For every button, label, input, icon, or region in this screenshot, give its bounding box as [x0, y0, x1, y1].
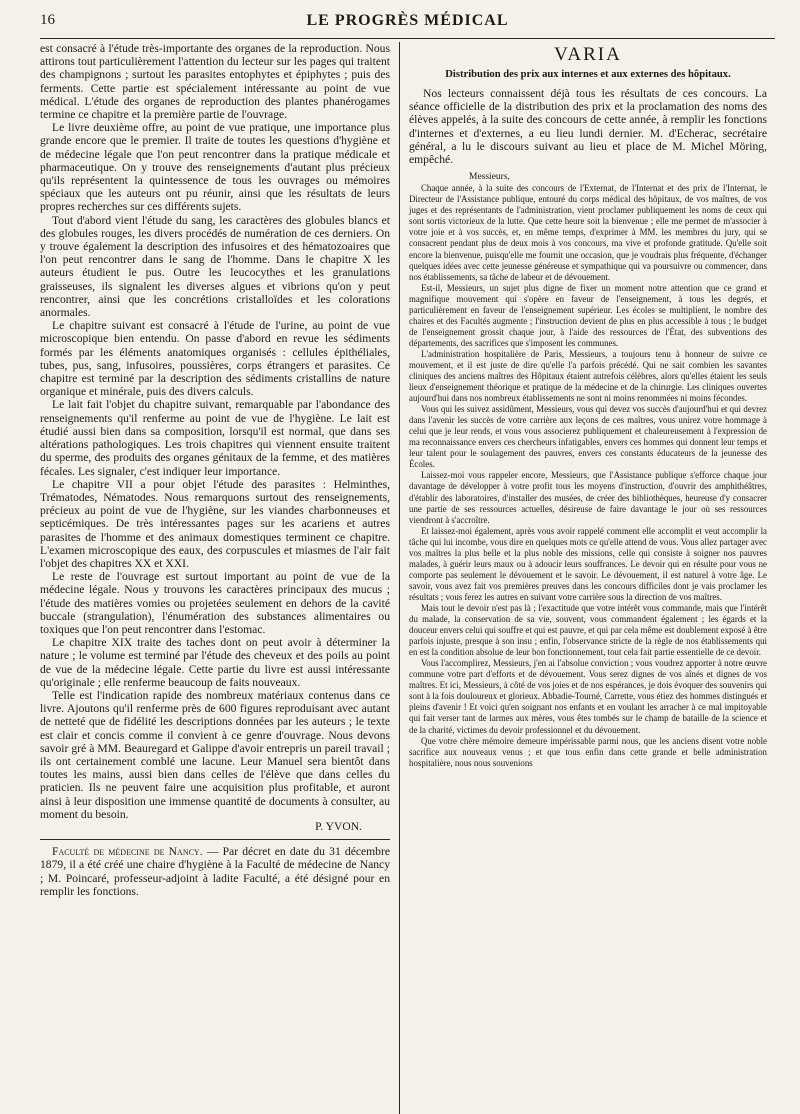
section-heading: VARIA	[554, 44, 622, 65]
left-paragraph: Telle est l'indication rapide des nombreux matériaux contenus dans ce livre. Ajoutons qu'il renferme près de 600 figures reproduisant avec autant de netteté que de fidélité les descriptions données par les auteurs ; le texte est clair et concis comme il convient à ce genre d'ouvrage. Nous devons savoir gré à MM. Beauregard et Galippe d'avoir entrepris un pareil travail ; ils ont certainement comblé une lacune. Leur Manuel sera bientôt dans toutes les mains, aussi bien dans celles de l'élève que dans celles du praticien. Ils ne peuvent faire une acquisition plus profitable, et auront ainsi à leur disposition une immense quantité de documents à consulter, au moment du besoin.	[40, 688, 390, 821]
notice-lead: Faculté de médecine de Nancy.	[52, 845, 203, 859]
left-paragraph: est consacré à l'étude très-importante des organes de la reproduction. Nous attirons tout particulièrement l'attention du lecteur sur les pages qui traitent des champignons ; surtout les parasites entophytes et épiphytes ; puis des ferments. Cette partie est spécialement intéressante au point de vue médical. L'étude des organes de reproduction des plantes phanérogames termine ce chapitre et la première partie de l'ouvrage.	[40, 42, 390, 122]
article-title: Distribution des prix aux internes et aux externes des hôpitaux.	[445, 69, 731, 80]
left-paragraph: Le lait fait l'objet du chapitre suivant, remarquable par l'abondance des renseignements qu'il renferme au point de vue de l'hygiène. Le lait est étudié aussi bien dans sa composition, lorsqu'il est normal, que dans ses altérations pathologiques. Les trois chapitres qui viennent ensuite traitent du sperme, des produits des organes génitaux de la femme, et des matières fécales. Les signaler, c'est indiquer leur importance.	[40, 398, 390, 478]
speech-paragraph: Vous l'accomplirez, Messieurs, j'en ai l'absolue conviction ; vous voudrez apporter à notre œuvre commune votre part d'efforts et de dévouement. Vous serez dignes de vos aînés et dignes de vos maîtres. Et ici, Messieurs, à côté de vos joies et de nos espérances, je dois évoquer des souvenirs qui sont à la fois douloureux et glorieux. Abbadie-Tourné, Carrette, vous étiez des hommes distingués et pleins d'avenir ! Et voici qu'en soignant nos enfants et en voulant les arracher à ce mal impitoyable qui fait verser tant de larmes aux mères, vous êtes tombés sur le champ de bataille de la science et de la charité, victimes du devoir professionnel et du dévouement.	[409, 658, 767, 735]
article-intro: Nos lecteurs connaissent déjà tous les résultats de ces concours. La séance officielle de la distribution des prix et la proclamation des noms des élèves appelés, à la suite des concours de cette année, à remplir les fonctions d'internes et d'externes, a eu lieu lundi dernier. M. d'Echerac, secrétaire général, a lu le discours suivant au lieu et place de M. Michel Möring, empêché.	[409, 87, 767, 167]
author-signature: P. YVON.	[315, 819, 362, 833]
left-paragraph: Le livre deuxième offre, au point de vue pratique, une importance plus grande encore que le premier. Il traite de toutes les questions d'hygiène et de médecine légale que l'on peut rencontrer dans la pratique médicale et pharmaceutique. On y trouve des renseignements d'autant plus précieux qu'ils représentent la quintessence de tous les ouvrages ou mémoires spéciaux que les auteurs ont pu réunir, ainsi que les résultats de leurs propres recherches sur ces différents sujets.	[40, 121, 390, 214]
left-column	[40, 42, 390, 898]
speech-paragraph: L'administration hospitalière de Paris, Messieurs, a toujours tenu à honneur de suivre ce mouvement, et il est juste de dire qu'elle l'a parfois précédé. Qui ne sait combien les savantes cliniques des anciens maîtres des Hôpitaux étaient autrefois célèbres, alors qu'elles étaient les seuls lieux d'enseignement théorique et pratique de la médecine et de la chirurgie. Les cliniques ouvertes aujourd'hui dans nos nombreux établissements ne sont ni moins renommées ni moins fécondes.	[409, 348, 767, 404]
speech-salutation: Messieurs,	[469, 172, 510, 183]
journal-title: LE PROGRÈS MÉDICAL	[306, 12, 509, 29]
speech-paragraph: Mais tout le devoir n'est pas là ; l'exactitude que votre intérêt vous commande, mais que l'intérêt du malade, la conservation de sa vie, souvent, vous commandent également ; les égards et la douceur envers celui qui souffre et qui est pauvre, et qui par cela même est doublement exposé à être parfois injuste, presque à son insu ; enfin, l'observance stricte de la règle de nos établissements qui en est la condition absolue de leur bon fonctionnement, tout cela fait partie essentielle de ce devoir.	[409, 603, 767, 658]
left-paragraph: Le chapitre VII a pour objet l'étude des parasites : Helminthes, Trématodes, Nématodes. Nous remarquons surtout des renseignements, précieux au point de vue de l'hygiène, sur les viandes charbonneuses et septicémiques. De très intéressantes pages sur les acariens et autres parasites de l'homme et des animaux domestiques terminent ce chapitre. L'examen microscopique des eaux, des corpuscules et miasmes de l'air fait l'objet des chapitres XX et XXI.	[40, 477, 390, 570]
left-paragraph: Tout d'abord vient l'étude du sang, les caractères des globules blancs et des globules rouges, les divers procédés de numération de ces derniers. On y trouve également la description des infusoires et des hématozoaires que l'on peut rencontrer dans le sang de l'homme. Dans le chapitre X les auteurs étudient le pus. Outre les leucocythes et les granulations graisseuses, ils signalent les diverses algues et vibrions qu'on y peut rencontrer, ainsi que les concrétions cristalloïdes et les colorations anormales.	[40, 213, 390, 320]
speech-paragraph: Et laissez-moi également, après vous avoir rappelé comment elle accomplit et veut accomplir la tâche qui lui incombe, vous dire en quelques mots ce qu'elle attend de vous. Vous allez partager avec vos maîtres la plus belle et la plus noble des missions, celle qui consiste à soigner nos pauvres malades, à guérir leurs maux ou à adoucir leurs souffrances. Le devoir qui en résulte pour vous ne comporte pas seulement le dévouement et le savoir. Le dévouement, il est naturel à votre âge. Le savoir, vous avez fait vos premières preuves dans les concours difficiles dont je vais proclamer les résultats ; vous ferez les autres en suivant votre carrière sous la direction de vos maîtres.	[409, 525, 767, 602]
notice-text: — Par décret en date du 31 décembre 1879, il a été créé une chaire d'hygiène à la Faculté de médecine de Nancy ; M. Poincaré, professeur-adjoint à ladite Faculté, a été désigné pour en remplir les fonctions.	[40, 845, 390, 898]
column-divider	[399, 42, 400, 1114]
left-paragraph: Le reste de l'ouvrage est surtout important au point de vue de la médecine légale. Nous y trouvons les caractères principaux des mucus ; l'étude des matières vomies ou projetées seulement en dehors de la cavité buccale (strangulation), l'énumération des substances alimentaires ou toxiques que l'on peut rencontrer dans l'estomac.	[40, 570, 390, 636]
section-rule	[40, 839, 390, 840]
right-column	[409, 42, 767, 769]
speech-paragraph: Est-il, Messieurs, un sujet plus digne de fixer un moment notre attention que ce grand et magnifique mouvement qui s'opère en faveur de l'enseignement, à tous les degrés, et particulièrement en faveur de l'enseignement supérieur. Les écoles se multiplient, le nombre des chaires et des Facultés augmente ; l'instruction devient de plus en plus accessible à tous ; le budget de l'enseignement grossit chaque jour, à l'aide des ressources de l'État, des subventions des départements, des sacrifices que s'imposent les communes.	[409, 282, 767, 348]
speech-paragraph: Chaque année, à la suite des concours de l'Externat, de l'Internat et des prix de l'Internat, le Directeur de l'Assistance publique, entouré du corps médical des hôpitaux, de vos maîtres, de vos juges et des représentants de l'administration, vient proclamer publiquement les noms de ceux qui sont sortis victorieux de la lutte. Que cette heure soit la bienvenue ; elle me permet de m'associer à votre joie et à vos succès, et, en même temps, d'exprimer à MM. les membres du jury, qui se consacrent pendant plus de deux mois à vos concours, ma vive et profonde gratitude. Qu'elle soit encore la bienvenue, puisqu'elle me fournit une occasion, que je voudrais plus fréquente, d'échanger quelques idées avec cette jeunesse généreuse et sympathique qui va poursuivre ou commencer, dans nos établissements, sa tâche de labeur et de dévouement.	[409, 183, 767, 282]
speech-paragraph: Laissez-moi vous rappeler encore, Messieurs, que l'Assistance publique s'efforce chaque jour davantage de développer à votre profit tous les moyens d'instruction, d'ouvrir des amphithéâtres, d'établir des laboratoires, d'installer des musées, de créer des bibliothèques, heureuse d'y consacrer une partie de ses ressources actuelles, désireuse de faire davantage le jour où ses ressources viendront à s'accroître.	[409, 470, 767, 525]
page-number: 16	[40, 12, 55, 28]
speech-paragraph: Que votre chère mémoire demeure impérissable parmi nous, que les anciens disent votre noble sacrifice aux nouveaux venus ; et que tous enfin dans cette grande et belle administration hospitalière, nous nous souvenions	[409, 735, 767, 768]
left-paragraph: Le chapitre suivant est consacré à l'étude de l'urine, au point de vue microscopique bien entendu. On passe d'abord en revue les sédiments formés par les éléments anatomiques organisés : cellules épithéliales, tubes, pus, sang, infusoires, poussières, corps étrangers et parasites. Ce chapitre est terminé par la description des sédiments cristallins de nature organique et minérale, puis des divers calculs.	[40, 319, 390, 399]
speech-paragraph: Vous qui les suivez assidûment, Messieurs, vous qui devez vos succès d'aujourd'hui et qui devrez dans l'avenir les succès de votre carrière aux leçons de ces maîtres, vous unirez votre hommage à celui que je leur rends, et vous vous associerez publiquement et chaleureusement à l'expression de ma reconnaissance envers ces chercheurs infatigables, envers ces hommes qui donnent leur temps et leur talent pour le soulagement des pauvres, envers ces constants éducateurs de la jeunesse des Écoles.	[409, 404, 767, 470]
faculty-notice	[40, 845, 390, 898]
left-paragraph: Le chapitre XIX traite des taches dont on peut avoir à déterminer la nature ; le volume est terminé par l'étude des cheveux et des poils au point de vue de la médecine légale. Cette partie du livre est aussi intéressante qu'originale ; elle renferme beaucoup de faits nouveaux.	[40, 636, 390, 689]
page-header	[40, 8, 775, 39]
